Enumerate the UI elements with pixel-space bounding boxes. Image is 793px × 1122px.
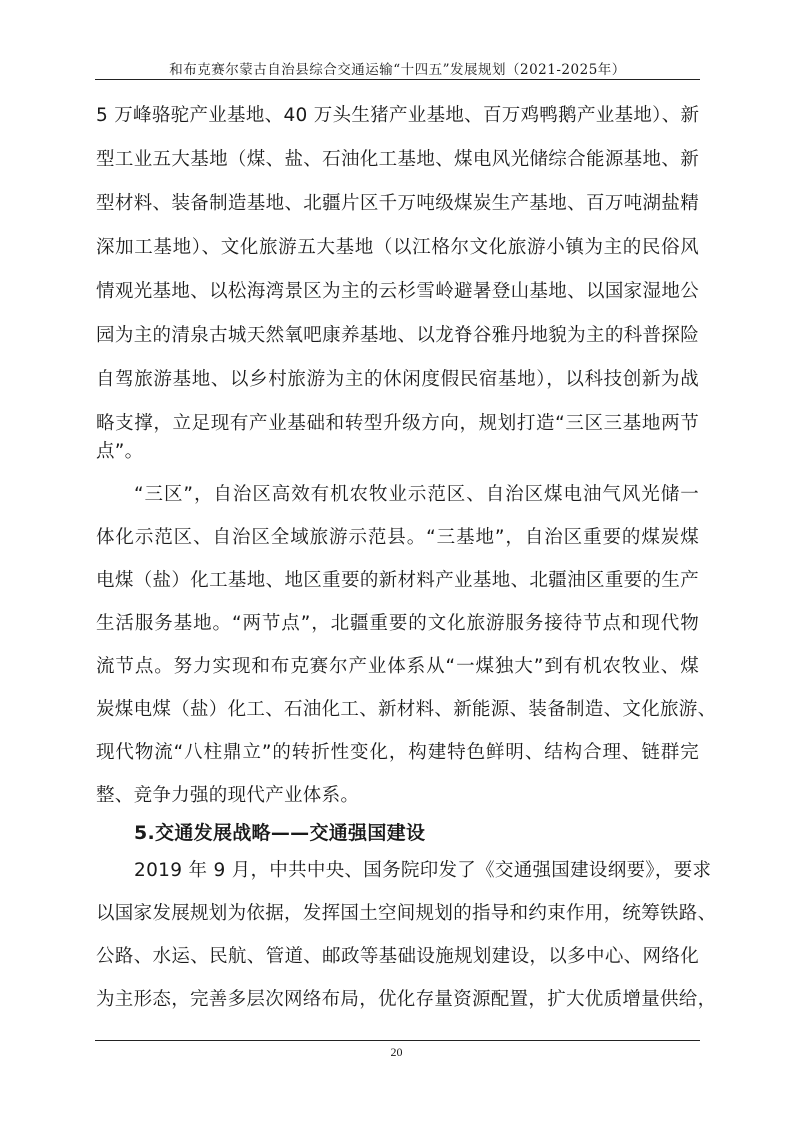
body-line: 炭煤电煤（盐）化工、石油化工、新材料、新能源、装备制造、文化旅游、 [96,699,717,720]
body-line: 自驾旅游基地、以乡村旅游为主的休闲度假民宿基地），以科技创新为战 [96,369,699,390]
body-line: 体化示范区、自治区全域旅游示范县。“三基地”，自治区重要的煤炭煤 [96,527,699,548]
body-line: 整、竞争力强的现代产业体系。 [96,785,360,806]
body-line: 园为主的清泉古城天然氧吧康养基地、以龙脊谷雅丹地貌为主的科普探险 [96,325,699,346]
body-line: 5 万峰骆驼产业基地、40 万头生猪产业基地、百万鸡鸭鹅产业基地）、新 [96,105,700,126]
body-line: 情观光基地、以松海湾景区为主的云杉雪岭避暑登山基地、以国家湿地公 [96,281,699,302]
body-line: 流节点。努力实现和布克赛尔产业体系从“一煤独大”到有机农牧业、煤 [96,656,699,677]
footer-rule [95,1040,700,1041]
body-line: 为主形态，完善多层次网络布局，优化存量资源配置，扩大优质增量供给， [96,989,717,1010]
page-number: 20 [390,1045,403,1059]
body-line: 以国家发展规划为依据，发挥国土空间规划的指导和约束作用，统筹铁路、 [96,903,717,924]
body-line: 型材料、装备制造基地、北疆片区千万吨级煤炭生产基地、百万吨湖盐精 [96,193,699,214]
body-line: 电煤（盐）化工基地、地区重要的新材料产业基地、北疆油区重要的生产 [96,570,699,591]
paragraph-first-line: 2019 年 9 月，中共中央、国务院印发了《交通强国建设纲要》，要求 [134,860,712,881]
body-line: 生活服务基地。“两节点”，北疆重要的文化旅游服务接待节点和现代物 [96,613,699,634]
body-line: 型工业五大基地（煤、盐、石油化工基地、煤电风光储综合能源基地、新 [96,149,699,170]
section-heading: 5.交通发展战略——交通强国建设 [134,822,426,844]
header-rule [95,79,700,80]
body-line: 点”。 [96,441,144,462]
body-line: 略支撑，立足现有产业基础和转型升级方向，规划打造“三区三基地两节 [96,413,699,434]
body-line: 公路、水运、民航、管道、邮政等基础设施规划建设，以多中心、网络化 [96,946,699,967]
paragraph-first-line: “三区”，自治区高效有机农牧业示范区、自治区煤电油气风光储一 [134,484,699,505]
running-header: 和布克赛尔蒙古自治县综合交通运输“十四五”发展规划（2021-2025年） [169,62,626,78]
body-line: 深加工基地）、文化旅游五大基地（以江格尔文化旅游小镇为主的民俗风 [96,237,699,258]
body-line: 现代物流“八柱鼎立”的转折性变化，构建特色鲜明、结构合理、链群完 [96,742,699,763]
